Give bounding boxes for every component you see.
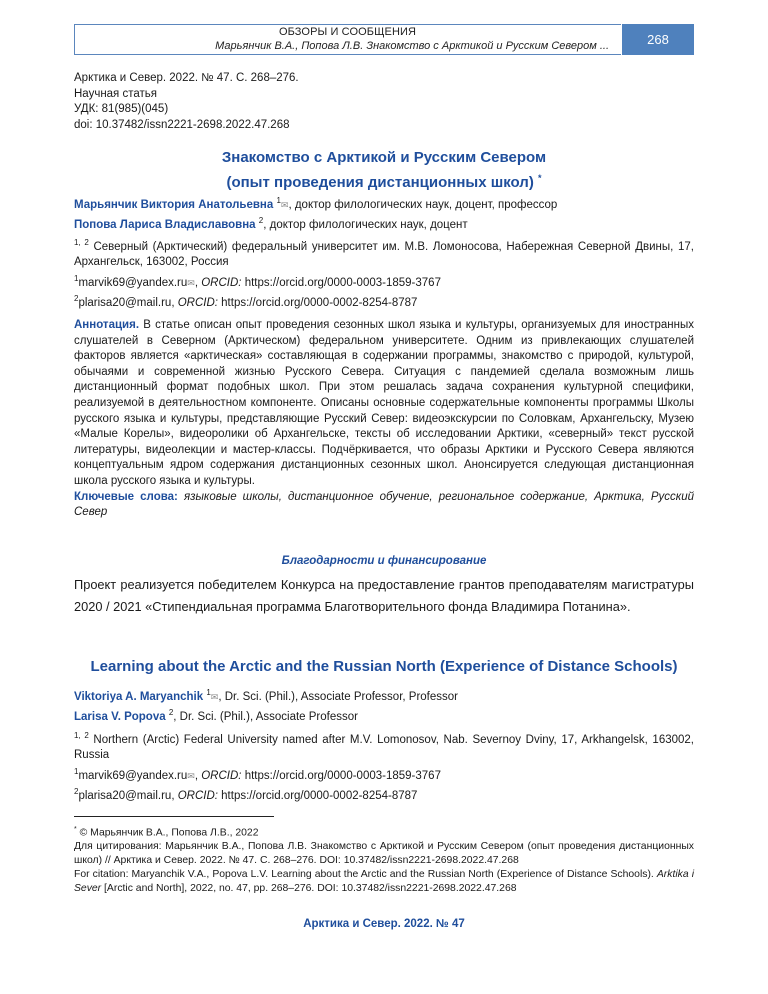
acknowledgments-text: Проект реализуется победителем Конкурса на предоставление грантов преподавателям магистратуры 2020 / 2021 «Стипендиальная программа Благотворительного фонда Владимира Потанина».: [74, 577, 694, 614]
udk: УДК: 81(985)(045): [74, 103, 169, 115]
contact-sup: 2: [74, 294, 79, 304]
running-header: [74, 24, 694, 56]
email-icon: ✉: [187, 770, 195, 781]
article-type: Научная статья: [74, 87, 157, 100]
author-sup: 1: [276, 196, 281, 205]
page-number: 268: [622, 24, 694, 55]
email-link[interactable]: marvik69@yandex.ru: [78, 769, 188, 782]
affiliation-sup: 1, 2: [74, 238, 89, 247]
author-ru-2: [74, 213, 694, 233]
abstract-label: Аннотация.: [74, 319, 140, 331]
email-link[interactable]: marvik69@yandex.ru: [78, 276, 188, 289]
contact-1: $^1$marvik69@yandex.ru✉, ORCID: https://orcid.org/0000-0003-1859-3767: [74, 766, 441, 782]
author-en-1: [74, 685, 694, 705]
abstract: [74, 318, 694, 521]
short-title: Марьянчик В.А., Попова Л.В. Знакомство с Арктикой и Русским Севером ...: [215, 40, 609, 52]
author-en-2: [74, 705, 694, 725]
keywords: языковые школы, дистанционное обучение, региональное содержание, Арктика, Русский Север: [74, 490, 695, 519]
copyright: © Марьянчик В.А., Попова Л.В., 2022: [79, 827, 259, 839]
orcid-label: ORCID:: [177, 789, 218, 802]
acknowledgments-title: Благодарности и финансирование: [281, 555, 487, 567]
author-ru-1: [74, 193, 694, 213]
author-sup: 1: [206, 688, 211, 697]
contact-2: $^2$plarisa20@mail.ru, ORCID: https://orcid.org/0000-0002-8254-8787: [74, 294, 418, 309]
author-credentials: , Dr. Sci. (Phil.), Associate Professor: [173, 711, 358, 724]
author-sup: 2: [168, 708, 174, 718]
email-icon: ✉: [187, 277, 195, 288]
citation-en-tail: [Arctic and North], 2022, no. 47, pp. 268–276. DOI: 10.37482/issn2221-2698.2022.47.268: [101, 882, 517, 894]
contact-sup: 1: [74, 766, 79, 776]
author-name[interactable]: Larisa V. Popova: [74, 711, 166, 724]
author-credentials: , Dr. Sci. (Phil.), Associate Professor, Professor: [218, 690, 458, 703]
email-link[interactable]: plarisa20@mail.ru: [78, 296, 172, 309]
author-name[interactable]: Попова Лариса Владиславовна: [74, 219, 256, 232]
orcid-link[interactable]: https://orcid.org/0000-0003-1859-3767: [244, 276, 441, 289]
affiliation-sup: 1, 2: [74, 731, 89, 740]
citation-en-journal: Arktika i Sever: [74, 868, 695, 894]
orcid-link[interactable]: https://orcid.org/0000-0002-8254-8787: [221, 789, 418, 802]
author-credentials: , доктор филологических наук, доцент, профессор: [288, 198, 558, 211]
email-icon: ✉: [210, 691, 219, 702]
affiliation-address: Северный (Арктический) федеральный университет им. М.В. Ломоносова, Набережная Северной Двины, 17, Архангельск, 163002, Россия: [74, 240, 694, 269]
authors-en: [74, 685, 694, 726]
abstract-text: В статье описан опыт проведения сезонных школ языка и культуры, организуемых для иностранных слушателей в Северном (Арктическом) федеральном университете. Одним из привлекающих слушателей факторов является «арктическая» составляющая в содержании программы, знакомство с природой, культурой, обычаями и современной жизнью Русского Севера. Ситуация с пандемией сделала возможным лишь дистанционный формат подобных школ. При этом решалась задача сохранения культурной специфики, реализуемой в деятельностном компоненте. Описаны основные содержательные компоненты программы Школы русского языка и культуры, представляющие Русский Север: видеоэкскурсии по Соловкам, Архангельску, Музею «Малые Корелы», видеоролики об Архангельске, тексты об исследовании Арктики, «северный» текст русской литературы, видеолекции и мастер-классы. Подчёркивается, что образы Арктики и Русского Севера являются концептуальным ядром содержания дистанционных сезонных школ. Анонсируется следующая дистанционная школа русского языка и культуры.: [74, 319, 694, 487]
author-name[interactable]: Viktoriya A. Maryanchik: [74, 690, 204, 703]
citation-en-text: For citation: Maryanchik V.A., Popova L.V. Learning about the Arctic and the Russian North (Experience of Distance Schools).: [74, 868, 657, 880]
title-footnote-mark[interactable]: *: [538, 173, 542, 183]
title-ru-line2: (опыт проведения дистанционных школ): [226, 174, 534, 191]
article-meta: [74, 71, 299, 133]
journal-citation: Арктика и Север. 2022. № 47. С. 268–276.: [74, 72, 299, 84]
footnote: [74, 823, 694, 895]
affiliation-text: [74, 235, 694, 271]
email-icon: ✉: [280, 199, 289, 210]
author-sup: 2: [258, 216, 264, 226]
affiliation-ru: [74, 235, 694, 311]
citation-ru: Для цитирования: Марьянчик В.А., Попова Л.В. Знакомство с Арктикой и Русским Севером (опыт проведения дистанционных школ) // Арктика и Север. 2022. № 47. С. 268–276. DOI: 10.37482/issn2221-2698.2022.47.268: [74, 841, 694, 867]
orcid-label: ORCID:: [177, 296, 218, 309]
affiliation-address: Northern (Arctic) Federal University named after M.V. Lomonosov, Nab. Severnoy Dviny, 17, Arkhangelsk, 163002, Russia: [74, 733, 695, 762]
title-ru-line1: Знакомство с Арктикой и Русским Севером: [221, 149, 547, 166]
author-credentials: , доктор филологических наук, доцент: [263, 219, 468, 232]
contact-1: $^1$marvik69@yandex.ru✉, ORCID: https://orcid.org/0000-0003-1859-3767: [74, 273, 441, 289]
doi[interactable]: doi: 10.37482/issn2221-2698.2022.47.268: [74, 118, 290, 131]
affiliation-text: [74, 728, 694, 764]
affiliation-en: [74, 728, 694, 804]
author-name[interactable]: Марьянчик Виктория Анатольевна: [74, 198, 274, 211]
contact-sup: 2: [74, 787, 79, 797]
contact-sup: 1: [74, 273, 79, 283]
orcid-link[interactable]: https://orcid.org/0000-0002-8254-8787: [221, 296, 418, 309]
orcid-label: ORCID:: [201, 276, 242, 289]
orcid-link[interactable]: https://orcid.org/0000-0003-1859-3767: [244, 769, 441, 782]
footnote-mark: *: [74, 826, 77, 833]
keywords-label: Ключевые слова:: [74, 490, 178, 503]
title-en: Learning about the Arctic and the Russian North (Experience of Distance Schools): [90, 658, 678, 675]
page-footer: Арктика и Север. 2022. № 47: [303, 918, 465, 930]
contact-2: $^2$plarisa20@mail.ru, ORCID: https://orcid.org/0000-0002-8254-8787: [74, 787, 418, 802]
title-ru: [74, 147, 694, 193]
footnote-divider: [74, 816, 274, 817]
authors-ru: [74, 193, 694, 234]
citation-en: [74, 868, 694, 896]
section-name: ОБЗОРЫ И СООБЩЕНИЯ: [278, 26, 417, 38]
email-link[interactable]: plarisa20@mail.ru: [78, 789, 172, 802]
orcid-label: ORCID:: [201, 769, 242, 782]
